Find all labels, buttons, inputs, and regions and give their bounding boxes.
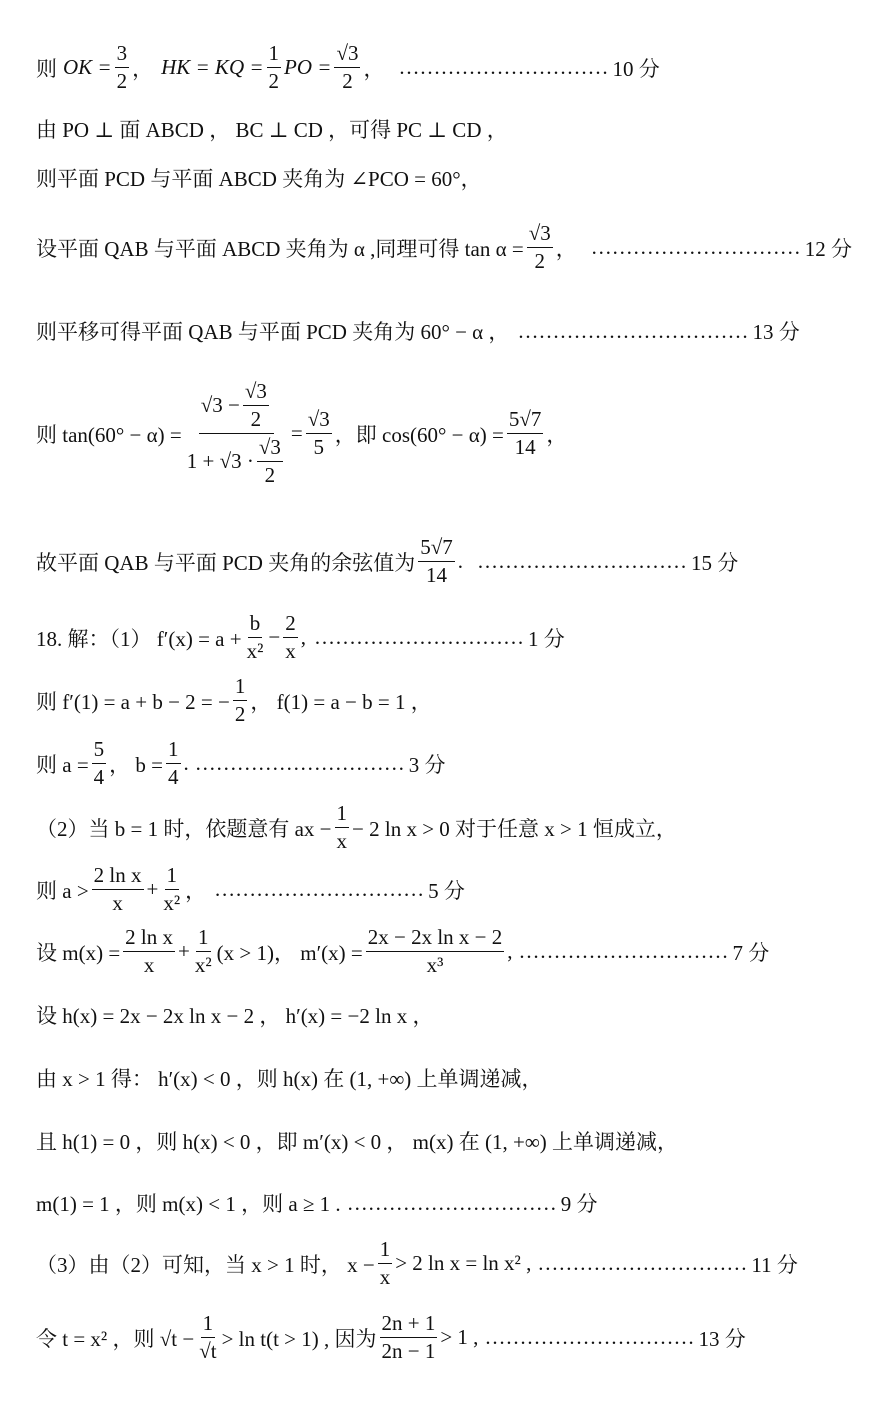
text: 设平面 QAB 与平面 ABCD 夹角为 α ,同理可得 tan α =	[36, 236, 524, 261]
text: −	[268, 625, 281, 650]
text: .	[183, 751, 189, 776]
fraction: $\frac{b}{\text{x²}}$	[246, 611, 264, 664]
fraction: $\frac{√3}{2}$	[336, 41, 359, 94]
text: +	[178, 939, 190, 964]
text: ，	[555, 236, 577, 261]
fraction: $\frac{\text{2 ln x}}{x}$	[125, 925, 174, 978]
line-ok-hk-kq	[36, 42, 660, 93]
text: ,	[300, 625, 306, 650]
score: 13 分	[698, 1326, 746, 1351]
fraction: $\frac{1}{2}$	[234, 674, 246, 727]
line-a-b-values	[36, 738, 446, 789]
text: 则 a >	[36, 878, 89, 903]
line-angle-pco	[36, 163, 482, 193]
text: > 1 ,	[440, 1325, 479, 1350]
text: 则平移可得平面 QAB 与平面 PCD 夹角为 60° − α ，	[36, 320, 510, 344]
line-h-decreasing	[36, 1063, 543, 1093]
text: ，	[546, 422, 568, 447]
line-q18-derivative	[36, 612, 565, 663]
leader-dots: …………………………	[518, 939, 729, 964]
line-f-prime-1	[36, 675, 432, 726]
leader-dots: …………………………	[398, 55, 609, 80]
leader-dots: …………………………	[313, 625, 524, 650]
compound-fraction: √3 − $\frac{√3}{2}$ 1 + √3 · $\frac{√3}{2}$	[186, 379, 281, 488]
line-part2-condition	[36, 802, 677, 853]
text: ，即 cos(60° − α) =	[334, 422, 504, 447]
fraction: $\frac{5√7}{14}$	[420, 535, 453, 588]
text: ，	[363, 56, 385, 81]
text: > 2 ln x = ln x² ,	[395, 1251, 532, 1276]
text: > ln t(t > 1) , 因为	[221, 1326, 377, 1351]
line-h-def	[36, 1000, 433, 1030]
line-let-t	[36, 1312, 746, 1363]
score: 13 分	[752, 320, 800, 344]
fraction: $\frac{3}{2}$	[116, 41, 128, 94]
text: =	[290, 421, 303, 446]
text: 则	[36, 56, 57, 81]
text: 18. 解：（1） f′(x) = a +	[36, 626, 242, 651]
fraction: $\frac{1}{√t}$	[199, 1311, 217, 1364]
leader-dots: …………………………	[476, 549, 687, 574]
math: HK = KQ =	[161, 55, 264, 80]
score: 11 分	[751, 1252, 798, 1277]
fraction: $\frac{5√7}{14}$	[508, 407, 542, 460]
text: ,	[507, 939, 513, 964]
text: 由 x > 1 得： h′(x) < 0 ，则 h(x) 在 (1, +∞) 上单调递减，	[36, 1067, 543, 1091]
line-a-geq-1	[36, 1188, 597, 1218]
leader-dots: …………………………	[346, 1190, 557, 1215]
fraction: $\frac{1}{\text{x²}}$	[163, 863, 181, 916]
fraction: $\frac{1}{x}$	[379, 1237, 391, 1290]
line-cosine-result	[36, 536, 738, 587]
text: 故平面 QAB 与平面 PCD 夹角的余弦值为	[36, 550, 416, 575]
text: ， f(1) = a − b = 1 ，	[250, 689, 432, 714]
fraction: $\frac{5}{4}$	[93, 737, 105, 790]
text: m(1) = 1 ，则 m(x) < 1 ，则 a ≥ 1 .	[36, 1192, 341, 1216]
fraction: $\frac{√3}{2}$	[528, 221, 551, 274]
text: 设 h(x) = 2x − 2x ln x − 2 ， h′(x) = −2 ln x ，	[36, 1004, 434, 1028]
score: 15 分	[690, 550, 739, 575]
text: +	[146, 877, 159, 902]
line-a-greater	[36, 864, 465, 915]
leader-dots: …………………………	[214, 877, 425, 902]
fraction: $\frac{√3}{5}$	[307, 407, 330, 460]
text: − 2 ln x > 0 对于任意 x > 1 恒成立，	[352, 816, 677, 841]
line-translate	[36, 316, 800, 346]
text: 则 tan(60° − α) =	[36, 422, 182, 447]
math: OK =	[63, 55, 112, 80]
line-tan-60-minus-alpha	[36, 380, 567, 487]
text: 令 t = x² ，则 √t −	[36, 1326, 195, 1351]
fraction: $\frac{1}{\text{x²}}$	[194, 925, 212, 978]
text: 则 f′(1) = a + b − 2 = −	[36, 689, 230, 714]
score: 9 分	[560, 1192, 598, 1216]
text: （3）由（2）可知，当 x > 1 时， x −	[36, 1252, 375, 1277]
score: 1 分	[527, 626, 565, 651]
fraction: $\frac{1}{x}$	[336, 801, 348, 854]
fraction: $\frac{1}{4}$	[168, 737, 179, 790]
line-part3	[36, 1238, 798, 1289]
leader-dots: …………………………	[484, 1325, 695, 1350]
leader-dots: …………………………	[537, 1251, 748, 1276]
text: (x > 1)， m′(x) =	[216, 940, 363, 965]
score: 5 分	[428, 878, 465, 903]
leader-dots: ……………………………	[517, 318, 749, 343]
text: ，	[185, 878, 207, 903]
text: ， b =	[109, 752, 164, 777]
line-m-def	[36, 926, 769, 977]
fraction: $\frac{\text{2 ln x}}{x}$	[93, 863, 142, 916]
fraction: $\frac{2}{x}$	[285, 611, 296, 664]
line-po-perp	[36, 114, 508, 144]
text: （2）当 b = 1 时，依题意有 ax −	[36, 816, 332, 841]
leader-dots: …………………………	[590, 235, 801, 260]
text: .	[457, 549, 463, 574]
text: 则 a =	[36, 752, 89, 777]
score: 3 分	[408, 752, 446, 777]
line-tan-alpha	[36, 222, 852, 273]
score: 7 分	[732, 940, 770, 965]
score: 12 分	[804, 236, 852, 261]
text: ，	[132, 56, 154, 81]
text: 设 m(x) =	[36, 940, 121, 965]
fraction: $\frac{\text{2x − 2x ln x − 2}}{\text{x³}}$	[367, 925, 503, 978]
fraction: $\frac{2n + 1}{2n - 1}$	[381, 1311, 436, 1364]
math: PO =	[284, 55, 332, 80]
text: 则平面 PCD 与平面 ABCD 夹角为 ∠PCO = 60°，	[36, 167, 482, 191]
fraction: $\frac{1}{2}$	[268, 41, 280, 94]
score: 10 分	[612, 56, 660, 81]
text: 由 PO ⊥ 面 ABCD ， BC ⊥ CD ，可得 PC ⊥ CD ，	[36, 118, 508, 142]
leader-dots: …………………………	[194, 751, 405, 776]
line-m-decreasing	[36, 1126, 678, 1156]
text: 且 h(1) = 0 ，则 h(x) < 0 ，即 m′(x) < 0 ， m(x) 在 (1, +∞) 上单调递减，	[36, 1130, 679, 1154]
